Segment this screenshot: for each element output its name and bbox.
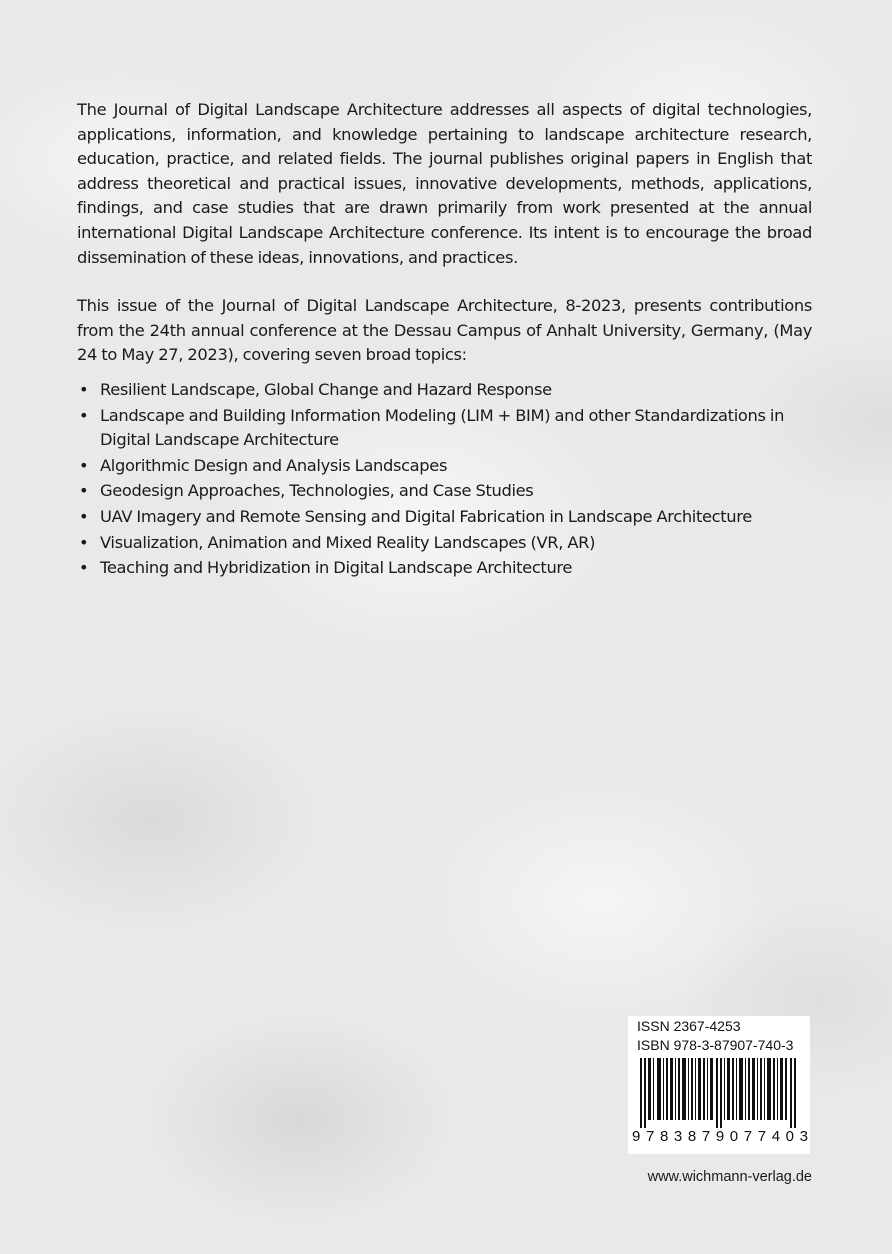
- topic-text: UAV Imagery and Remote Sensing and Digital Fabrication in Landscape Architecture: [100, 506, 752, 526]
- barcode-digit: 7: [701, 1128, 711, 1145]
- topic-text: Visualization, Animation and Mixed Reality Landscapes (VR, AR): [100, 532, 596, 552]
- topic-item: [77, 556, 812, 581]
- barcode-digit: 0: [729, 1128, 739, 1145]
- intro-paragraph: The Journal of Digital Landscape Architecture addresses all aspects of digital technologies, applications, information, and knowledge pertaining to landscape architecture research, education, practice, and related fields. The journal publishes original papers in English that address theoretical and practical issues, innovative developments, methods, applications, findings, and case studies that are drawn primarily from work presented at the annual international Digital Landscape Architecture conference. Its intent is to encourage the broad dissemination of these ideas, innovations, and practices.: [77, 100, 812, 267]
- barcode-digits: [632, 1128, 808, 1145]
- barcode-digit: 0: [785, 1128, 794, 1145]
- barcode-digit: 3: [673, 1128, 683, 1145]
- topic-text: Teaching and Hybridization in Digital Landscape Architecture: [100, 558, 573, 578]
- bullet-icon: •: [79, 379, 89, 399]
- publisher-website[interactable]: www.wichmann-verlag.de: [647, 1169, 812, 1185]
- bullet-icon: •: [79, 506, 89, 526]
- bullet-icon: •: [79, 558, 89, 578]
- topic-text: Landscape and Building Information Modeling (LIM + BIM) and other Standardizations in Digital Landscape Architecture: [100, 405, 785, 450]
- topic-item: [77, 454, 812, 479]
- topic-text: Geodesign Approaches, Technologies, and Case Studies: [100, 481, 534, 501]
- barcode-digit: 4: [771, 1128, 781, 1145]
- topic-text: Algorithmic Design and Analysis Landscapes: [100, 455, 448, 475]
- topic-item: [77, 404, 812, 453]
- topic-item: [77, 479, 812, 504]
- bullet-icon: •: [79, 405, 89, 425]
- bullet-icon: •: [79, 455, 89, 475]
- isbn-number: ISBN 978-3-87907-740-3: [637, 1037, 794, 1053]
- barcode-digit: 8: [659, 1128, 669, 1145]
- barcode-digit: 3: [799, 1128, 808, 1145]
- topics-list: [77, 378, 812, 581]
- barcode-digit: 9: [715, 1128, 725, 1145]
- issue-paragraph: This issue of the Journal of Digital Landscape Architecture, 8-2023, presents contributions from the 24th annual conference at the Dessau Campus of Anhalt University, Germany, (May 24 to May 27, 2023), covering seven broad topics:: [77, 296, 812, 365]
- barcode-icon: [636, 1058, 802, 1128]
- issn-number: ISSN 2367-4253: [637, 1018, 741, 1034]
- topic-text: Resilient Landscape, Global Change and Hazard Response: [100, 379, 552, 399]
- bullet-icon: •: [79, 481, 89, 501]
- barcode-digit: 8: [687, 1128, 697, 1145]
- isbn-barcode-label: [628, 1016, 810, 1154]
- barcode-digit: 9: [632, 1128, 641, 1145]
- topic-item: [77, 378, 812, 403]
- back-cover-text: [77, 98, 812, 582]
- barcode-digit: 7: [645, 1128, 655, 1145]
- bullet-icon: •: [79, 532, 89, 552]
- topic-item: [77, 505, 812, 530]
- topic-item: [77, 531, 812, 556]
- barcode-digit: 7: [757, 1128, 767, 1145]
- barcode-digit: 7: [743, 1128, 753, 1145]
